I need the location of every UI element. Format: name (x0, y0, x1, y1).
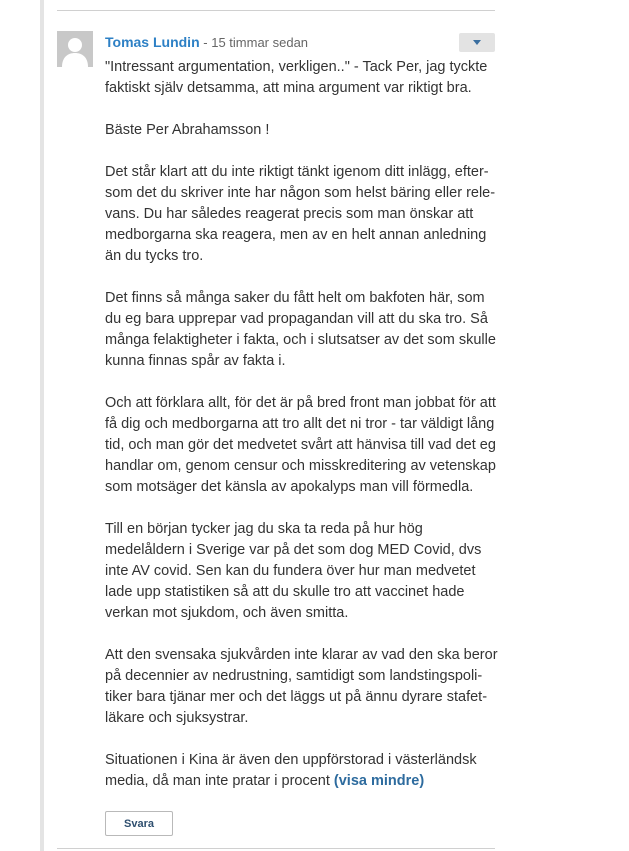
author-name[interactable]: Tomas Lundin (105, 34, 200, 50)
comment-paragraph: Det står klart att du inte riktigt tänkt igenom ditt inlägg, efter-som det du skriver inte har någon som helst bäring eller rele-vans. Du har således reagerat precis som man önskar att medborgarna ska reagera, men av en helt annan anledning än du tycks tro. (105, 164, 496, 264)
header-separator: - (203, 35, 208, 50)
avatar (57, 31, 93, 67)
comment-last-paragraph (105, 750, 500, 792)
comment-menu-button[interactable] (459, 33, 495, 52)
comment-paragraph: Och att förklara allt, för det är på bred front man jobbat för att få dig och medborgarna att tro allt det ni tror - tar väldigt lång tid, och man gör det medvetet svårt att hänvisa till vad det eg handlar om, genom censur och misskreditering av vetenskap som motsäger det känsla av apokalyps man vill förmedla. (105, 395, 496, 495)
comment-header (105, 33, 308, 52)
user-silhouette-icon (57, 31, 93, 67)
comment-paragraph: Att den svensaka sjukvården inte klarar av vad den ska beror på decennier av nedrustning, samtidigt som landstingspoli-tiker bara tjänar mer och det läggs ut på ännu dyrare stafet-läkare och sjuksystrar. (105, 647, 498, 726)
comment-timestamp[interactable]: 15 timmar sedan (211, 35, 309, 50)
reply-button[interactable]: Svara (105, 811, 173, 836)
divider-bottom (57, 848, 495, 849)
caret-down-icon (473, 40, 481, 45)
divider-top (57, 10, 495, 11)
last-paragraph-text: Situationen i Kina är även den uppförstorad i västerländsk media, då man inte pratar i procent (105, 752, 477, 789)
comment-paragraph: Det finns så många saker du fått helt om bakfoten här, som du eg bara upprepar vad propagandan vill att du ska tro. Så många felaktigheter i fakta, och i slutsatser av det som skulle kunna finnas spår av fakta i. (105, 290, 496, 369)
show-less-link[interactable]: (visa mindre) (333, 773, 425, 789)
comment-paragraph: Till en början tycker jag du ska ta reda på hur hög medelåldern i Sverige var på det som dog MED Covid, dvs inte AV covid. Sen kan du fundera över hur man medvetet lade upp statistiken så att du skulle tro att vaccinet hade verkan mot sjukdom, och även smitta. (105, 521, 482, 621)
comment-paragraph: Bäste Per Abrahamsson ! (105, 122, 270, 138)
thread-indent-line (40, 0, 44, 851)
comment-paragraph: "Intressant argumentation, verkligen.." - Tack Per, jag tyckte faktiskt själv detsamma, att mina argument var riktigt bra. (105, 59, 488, 96)
comment-body (105, 57, 500, 792)
